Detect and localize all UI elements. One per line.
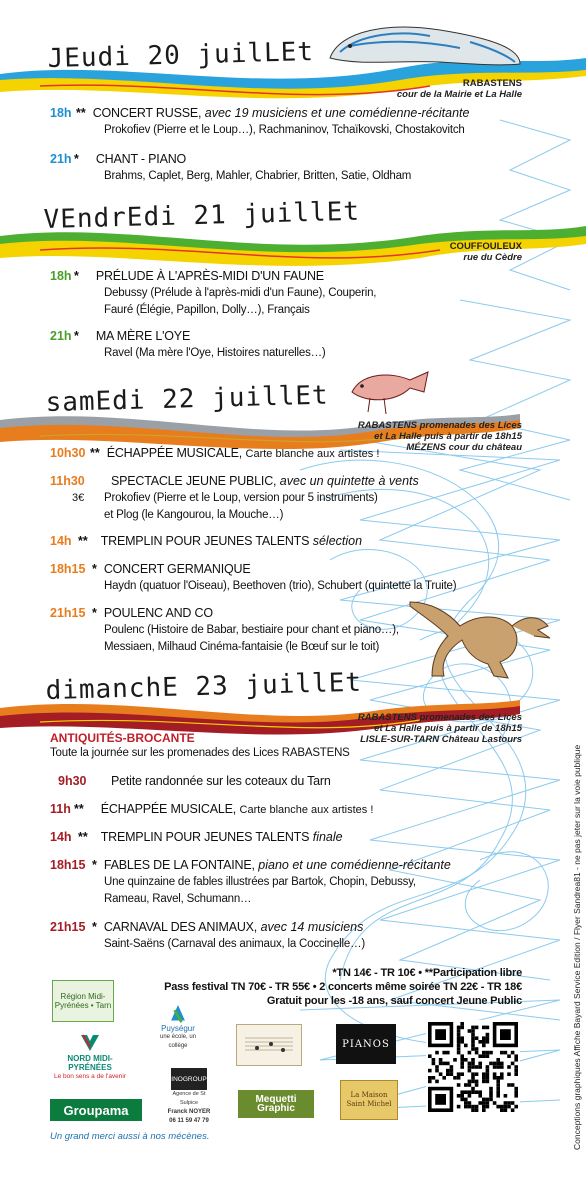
event-desc: Poulenc (Histoire de Babar, bestiaire pour chant et piano…), [104,624,399,636]
credit-agricole-logo: NORD MIDI-PYRÉNÉES Le bon sens a de l'avenir [52,1030,128,1082]
event-item: 21h * CHANT - PIANO Brahms, Caplet, Berg, Mahler, Chabrier, Britten, Satie, Oldham [50,151,520,185]
event-desc: Messiaen, Milhaud Cinéma-fantaisie (le Bœuf sur le toit) [104,641,380,653]
event-title: MA MÈRE L'OYE [95,329,191,343]
event-time: 9h30 [58,774,87,788]
inogroup-mark: INOGROUP [171,1068,207,1090]
event-item: 18h * PRÉLUDE À L'APRÈS-MIDI D'UN FAUNE Debussy (Prélude à l'après-midi d'un Faune), Couperin, Fauré (Élégie, Papillon, Dolly…), Français [50,268,520,319]
event-title: SPECTACLE JEUNE PUBLIC, [110,474,277,488]
venue-day4: RABASTENS promenades des Lices et La Halle puis à partir de 18h15 LISLE-SUR-TARN Château Lastours [357,712,522,745]
event-time: 18h15 [50,858,86,872]
event-time: 11h [50,802,71,816]
event-title: TREMPLIN POUR JEUNES TALENTS [100,830,310,844]
venue-day1: RABASTENS cour de la Mairie et La Halle [396,78,522,100]
credits-text: Conceptions graphiques Affiche Bayard Service Edition / Flyer Sandrea81 - ne pas jeter sur la voie publique [572,744,582,1150]
event-title: TREMPLIN POUR JEUNES TALENTS [100,534,310,548]
venue-day3: RABASTENS promenades des Lices et La Halle puis à partir de 18h15 MÉZENS cour du château [357,420,522,453]
venue-day2: COUFFOULEUX rue du Cèdre [449,241,522,263]
event-time: 11h30 [50,474,85,488]
event-desc: Brahms, Caplet, Berg, Mahler, Chabrier, Britten, Satie, Oldham [104,170,412,182]
credit-agricole-icon [78,1032,102,1054]
day-title-thursday: JEudi 20 juilLEt [47,37,315,74]
thanks-message: Un grand merci aussi à nos mécènes. [50,1131,210,1142]
event-item: 18h15 * CONCERT GERMANIQUE Haydn (quatuor l'Oiseau), Beethoven (trio), Schubert (quintette la Truite) [50,561,520,595]
groupama-logo: Groupama [50,1099,142,1121]
event-desc: Saint-Saëns (Carnaval des animaux, la Coccinelle…) [104,938,366,950]
event-item: 18h15 * FABLES DE LA FONTAINE, piano et une comédienne-récitante Une quinzaine de fables illustrées par Bartok, Chopin, Debussy, Rameau, Ravel, Schumann… [50,857,520,908]
event-item: 11h30 SPECTACLE JEUNE PUBLIC, avec un quintette à vents Prokofiev (Pierre et le Loup, version pour 5 instruments) et Plog (le Kangourou, la Mouche…) [50,473,520,524]
event-desc: Debussy (Prélude à l'après-midi d'un Faune), Couperin, [104,287,377,299]
event-time: 18h [50,106,72,120]
event-item: 10h30 ** ÉCHAPPÉE MUSICALE, Carte blanche aux artistes ! [50,446,380,460]
event-desc: Haydn (quatuor l'Oiseau), Beethoven (trio), Schubert (quintette la Truite) [104,580,457,592]
antiques-heading: ANTIQUITÉS-BROCANTE [50,731,195,745]
seal-illustration [330,27,520,65]
event-time: 10h30 [50,446,86,460]
day-title-saturday: samEdi 22 juillEt [45,380,330,418]
fish-illustration [352,372,428,414]
qr-code-icon [428,1022,518,1112]
event-time: 14h [50,830,72,844]
tarn-region-logo: Région Midi-Pyrénées • Tarn [52,980,114,1022]
la-maison-logo: La Maison Saint Michel [340,1080,398,1120]
event-title: POULENC AND CO [103,606,213,620]
event-desc: Prokofiev (Pierre et le Loup…), Rachmaninov, Tchaïkovski, Chostakovitch [104,124,465,136]
event-time: 21h [50,152,72,166]
event-title: Petite randonnée sur les coteaux du Tarn [110,774,331,788]
event-item: 21h15 * POULENC AND CO Poulenc (Histoire de Babar, bestiaire pour chant et piano…), Messiaen, Milhaud Cinéma-fantaisie (le Bœuf sur le toit) [50,605,520,656]
event-title: ÉCHAPPÉE MUSICALE, [100,802,237,816]
event-title: CONCERT RUSSE, [92,106,202,120]
day-title-friday: VEndrEdi 21 juillEt [43,196,361,235]
event-time: 21h [50,329,72,343]
event-item: 21h15 * CARNAVAL DES ANIMAUX, avec 14 musiciens Saint-Saëns (Carnaval des animaux, la Coccinelle…) [50,919,520,953]
event-title: CHANT - PIANO [95,152,187,166]
event-item: 14h ** TREMPLIN POUR JEUNES TALENTS sélection [50,534,363,548]
event-desc: Une quinzaine de fables illustrées par Bartok, Chopin, Debussy, [104,876,416,888]
event-time: 21h15 [50,606,86,620]
event-item [50,773,520,790]
day-title-sunday: dimanchE 23 juillEt [45,667,363,706]
event-item: 21h * MA MÈRE L'OYE Ravel (Ma mère l'Oye, Histoires naturelles…) [50,328,520,362]
antiques-desc: Toute la journée sur les promenades des Lices RABASTENS [50,747,350,759]
event-title: PRÉLUDE À L'APRÈS-MIDI D'UN FAUNE [95,269,324,283]
event-desc: Prokofiev (Pierre et le Loup, version pour 5 instruments) [104,492,378,504]
price-tag: 3€ [72,492,85,504]
inogroup-logo: INOGROUP Agence de St Sulpice Franck NOYER 06 11 59 47 79 [166,1068,212,1126]
music-notes-icon [241,1030,297,1060]
event-title: FABLES DE LA FONTAINE, [103,858,255,872]
event-desc: et Plog (le Kangourou, la Mouche…) [104,509,284,521]
event-title: CARNAVAL DES ANIMAUX, [103,920,258,934]
event-desc: Ravel (Ma mère l'Oye, Histoires naturelles…) [104,347,326,359]
event-item: 18h ** CONCERT RUSSE, avec 19 musiciens et une comédienne-récitante Prokofiev (Pierre et le Loup…), Rachmaninov, Tchaïkovski, Chostakovitch [50,105,520,139]
puysegur-icon [164,1005,192,1024]
event-item: 14h ** TREMPLIN POUR JEUNES TALENTS finale [50,830,343,844]
event-title: CONCERT GERMANIQUE [103,562,251,576]
qr-code[interactable] [426,1020,520,1114]
event-time: 18h [50,269,72,283]
music-sheet-logo [236,1024,302,1066]
pianos-logo: PIANOS [336,1024,396,1064]
mequetti-graphic-logo: Mequetti Graphic [238,1090,314,1118]
event-time: 14h [50,534,72,548]
event-time: 21h15 [50,920,86,934]
event-item: 11h ** ÉCHAPPÉE MUSICALE, Carte blanche aux artistes ! [50,802,374,816]
pricing-info: *TN 14€ - TR 10€ • **Participation libre Pass festival TN 70€ - TR 55€ • 2 concerts même soirée TN 22€ - TR 18€ Gratuit pour les -18 ans, sauf concert Jeune Public [164,967,522,1007]
puysegur-logo: Puységur une école, un collège [152,1005,204,1051]
event-desc: Fauré (Élégie, Papillon, Dolly…), Français [104,304,310,316]
event-desc: Rameau, Ravel, Schumann… [104,893,252,905]
event-title: ÉCHAPPÉE MUSICALE, [106,446,243,460]
event-time: 18h15 [50,562,86,576]
